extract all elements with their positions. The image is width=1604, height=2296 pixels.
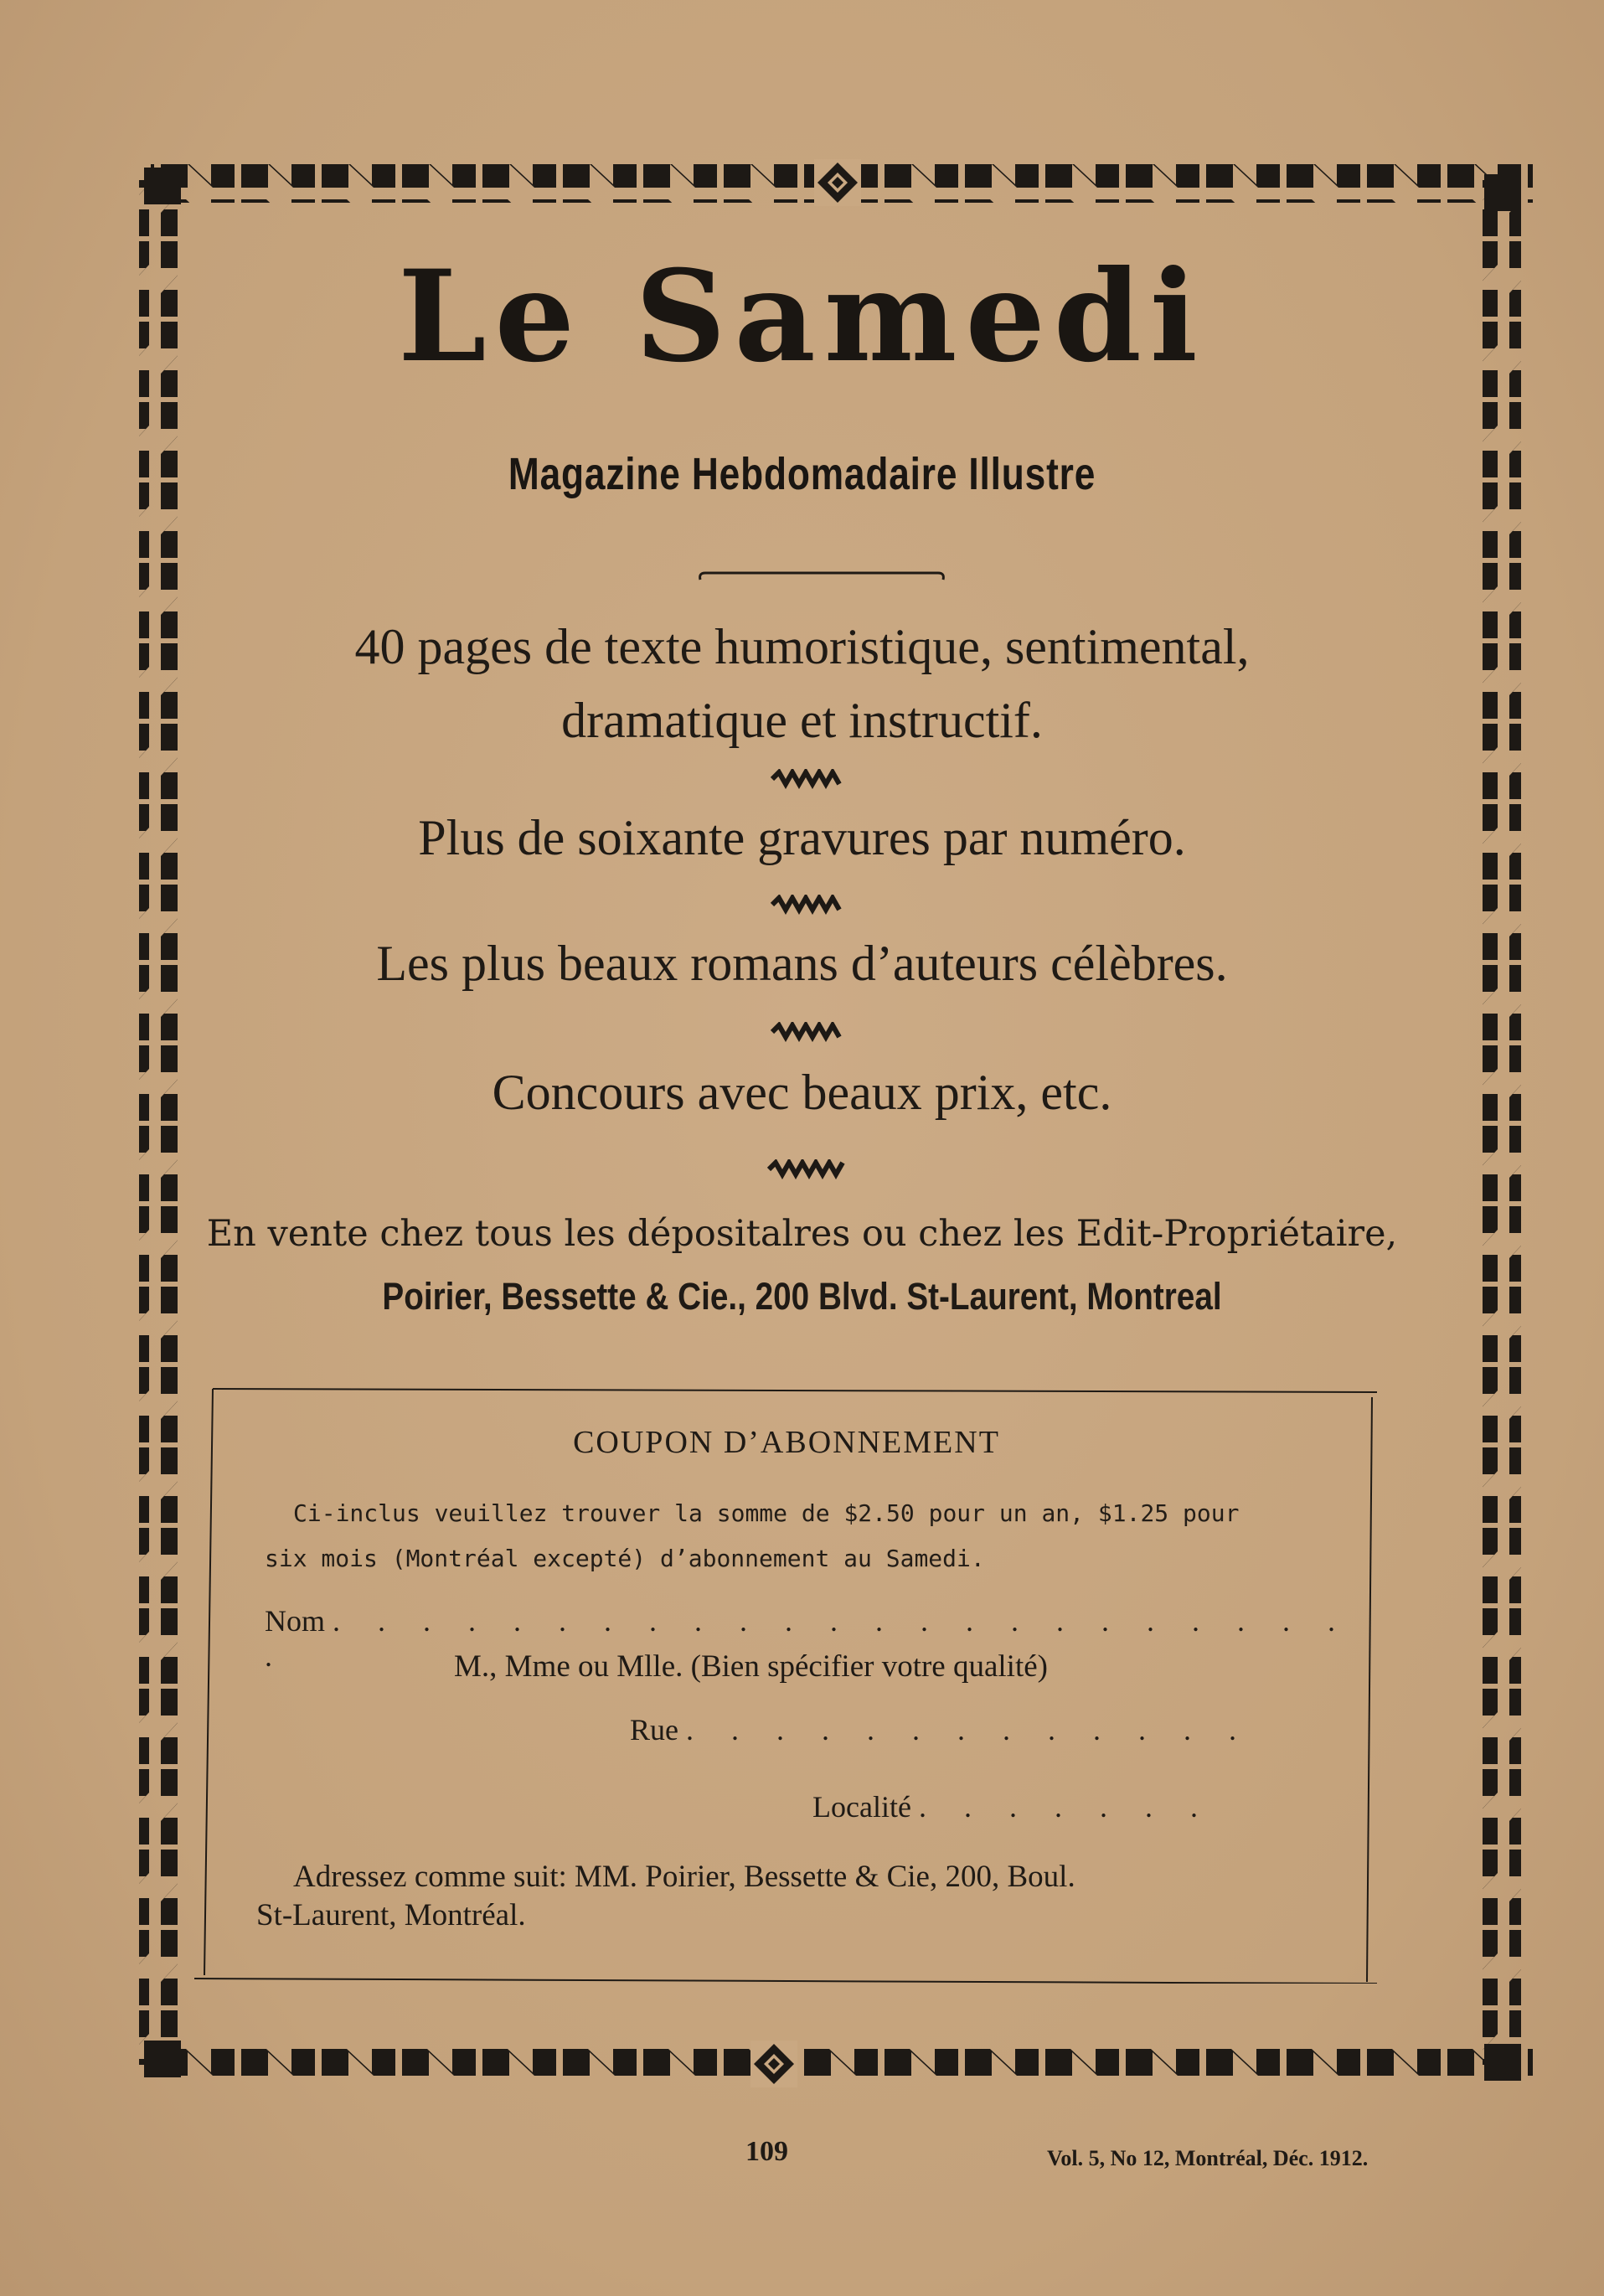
border-right [1483,180,1521,2065]
feature-line-5: Concours avec beaux prix, etc. [492,1065,1112,1120]
wavy-divider [766,1159,853,1179]
page-number: 109 [745,2136,788,2167]
name-fill-line: . . . . . . . . . . . . . . . . . . . . . . . . [265,1604,1350,1673]
coupon-body [265,1491,1354,1581]
street-field[interactable] [630,1712,1251,1747]
address-line-2: St-Laurent, Montréal. [256,1898,526,1932]
diamond-ornament-bottom [750,2041,797,2087]
sale-notice: En vente chez tous les dépositalres ou chez les Edit-Propriétaire, [206,1213,1398,1255]
subscription-coupon [194,1384,1379,1984]
issue-info: Vol. 5, No 12, Montréal, Déc. 1912. [1047,2146,1369,2170]
street-label: Rue [630,1713,678,1747]
wavy-divider [769,769,849,789]
publisher-address: Poirier, Bessette & Cie., 200 Blvd. St-Laurent, Montreal [382,1275,1222,1318]
street-fill-line: . . . . . . . . . . . . . [686,1713,1251,1747]
border-bottom [151,2044,1533,2082]
coupon-body-line-2: six mois (Montréal excepté) d’abonnement au Samedi. [265,1545,985,1572]
address-line-1: Adressez comme suit: MM. Poirier, Bessette & Cie, 200, Boul. [293,1860,1075,1894]
locality-fill-line: . . . . . . . [918,1790,1213,1824]
locality-field[interactable] [812,1789,1213,1824]
mailing-address [256,1858,1345,1935]
locality-label: Localité [812,1790,911,1824]
wavy-divider [769,895,849,915]
coupon-title: COUPON D’ABONNEMENT [573,1425,1000,1460]
wavy-divider [769,1022,849,1042]
divider-rule [695,563,946,583]
feature-line-1: 40 pages de texte humoristique, sentimental, [354,619,1250,674]
masthead-subtitle: Magazine Hebdomadaire Illustre [508,449,1096,499]
diamond-ornament-top [814,159,861,206]
feature-line-3: Plus de soixante gravures par numéro. [418,810,1186,865]
masthead-title: Le Samedi [398,243,1206,390]
feature-line-2: dramatique et instructif. [561,693,1043,748]
coupon-body-line-1: Ci-inclus veuillez trouver la somme de $2.50 pour un an, $1.25 pour [293,1499,1240,1527]
name-label: Nom [265,1604,325,1638]
feature-line-4: Les plus beaux romans d’auteurs célèbres. [376,936,1228,991]
name-hint: M., Mme ou Mlle. (Bien spécifier votre qualité) [454,1649,1048,1684]
